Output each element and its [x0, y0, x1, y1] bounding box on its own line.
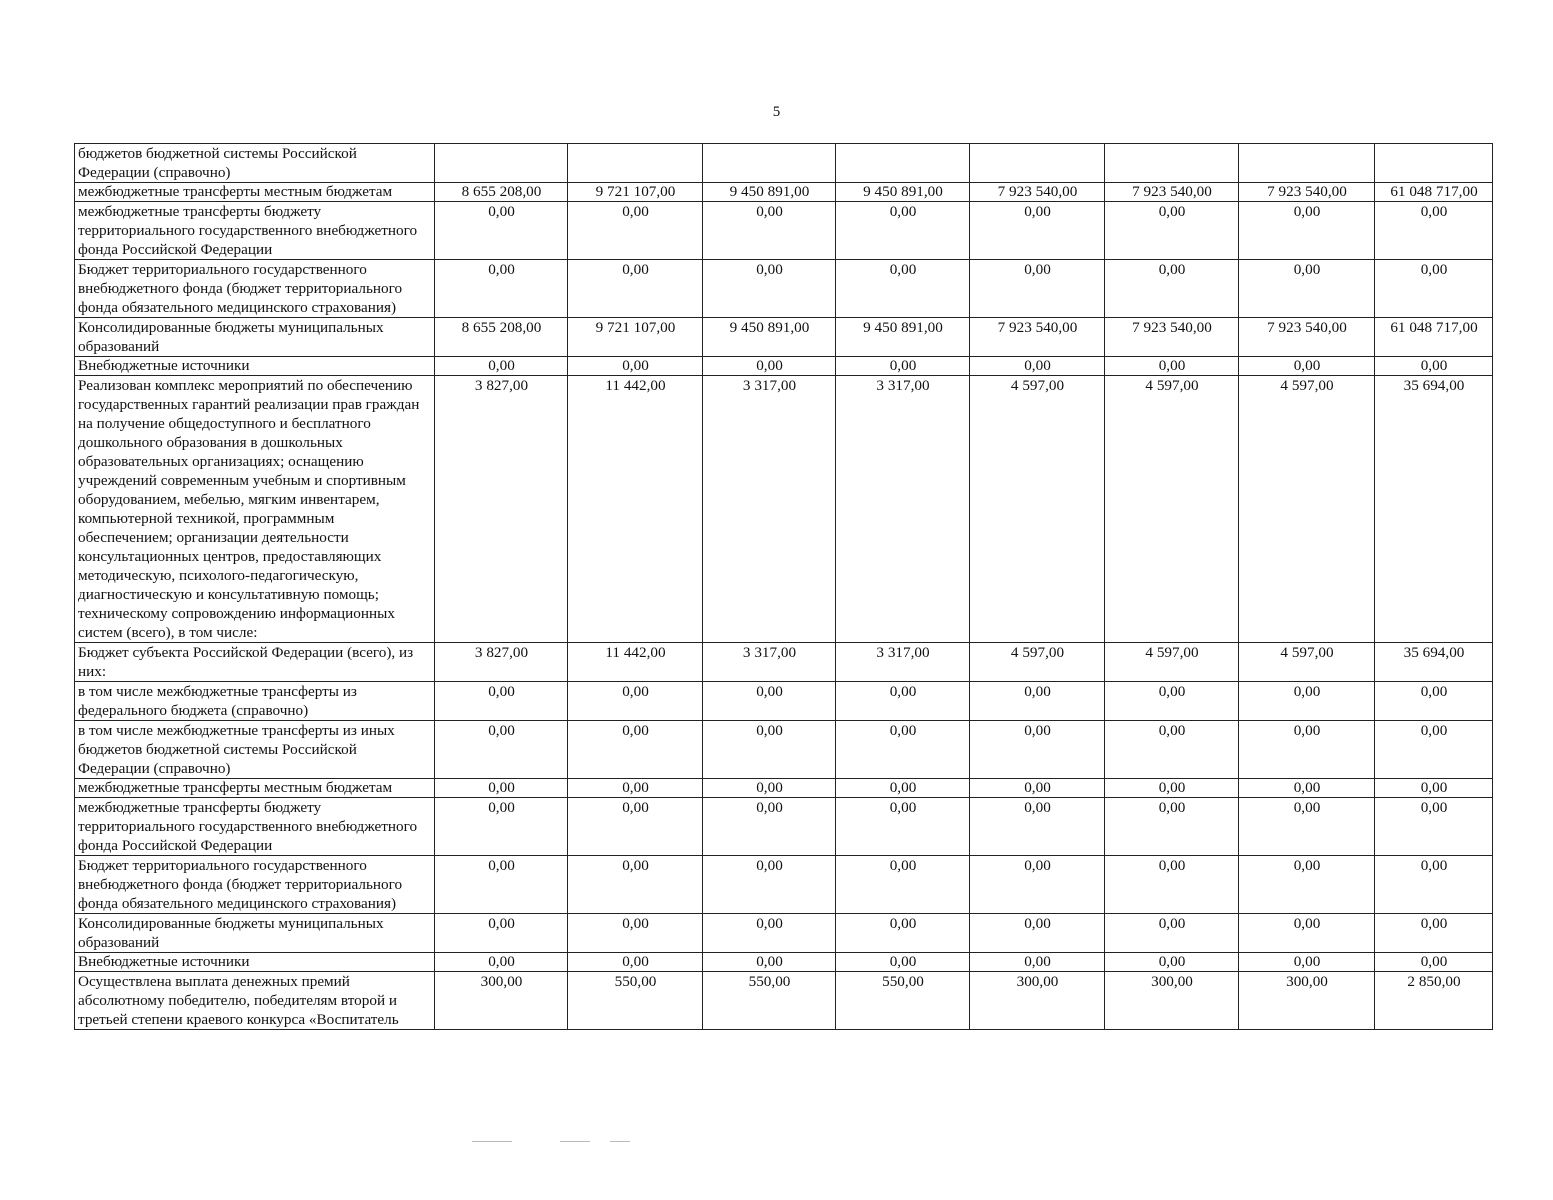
value-cell: 9 450 891,00 [703, 183, 836, 202]
table-row [75, 953, 1493, 972]
row-label: Бюджет территориального государственного внебюджетного фонда (бюджет территориального фонда обязательного медицинского страхования) [75, 260, 435, 318]
total-cell: 0,00 [1375, 721, 1493, 779]
value-cell: 9 721 107,00 [568, 318, 703, 357]
value-cell: 0,00 [970, 856, 1105, 914]
value-cell: 11 442,00 [568, 376, 703, 643]
total-cell [1375, 144, 1493, 183]
value-cell [836, 144, 970, 183]
table-row [75, 914, 1493, 953]
value-cell: 0,00 [568, 798, 703, 856]
value-cell: 0,00 [568, 357, 703, 376]
row-label: бюджетов бюджетной системы Российской Федерации (справочно) [75, 144, 435, 183]
total-cell: 61 048 717,00 [1375, 183, 1493, 202]
value-cell: 0,00 [1239, 856, 1375, 914]
value-cell: 9 721 107,00 [568, 183, 703, 202]
table-row [75, 144, 1493, 183]
scan-artifact [560, 1141, 590, 1142]
value-cell: 0,00 [703, 721, 836, 779]
total-cell: 0,00 [1375, 779, 1493, 798]
budget-table [74, 143, 1493, 1030]
value-cell: 9 450 891,00 [836, 183, 970, 202]
table-row [75, 972, 1493, 1030]
value-cell: 0,00 [1105, 914, 1239, 953]
table-body [75, 144, 1493, 1030]
table-row [75, 682, 1493, 721]
value-cell: 0,00 [836, 779, 970, 798]
total-cell: 61 048 717,00 [1375, 318, 1493, 357]
value-cell: 0,00 [836, 682, 970, 721]
total-cell: 0,00 [1375, 202, 1493, 260]
row-label: Реализован комплекс мероприятий по обеспечению государственных гарантий реализации прав граждан на получение общедоступного и бесплатного дошкольного образования в дошкольных образовательных организациях; оснащению учреждений современным учебным и спортивным оборудованием, мебелью, мягким инвентарем, компьютерной техникой, программным обеспечением; организации деятельности консультационных центров, предоставляющих методическую, психолого-педагогическую, диагностическую и консультативную помощь; техническому сопровождению информационных систем (всего), в том числе: [75, 376, 435, 643]
table-row [75, 721, 1493, 779]
value-cell: 0,00 [836, 260, 970, 318]
value-cell: 0,00 [836, 357, 970, 376]
value-cell: 0,00 [970, 914, 1105, 953]
table-row [75, 643, 1493, 682]
table-row [75, 183, 1493, 202]
value-cell: 0,00 [1105, 798, 1239, 856]
value-cell: 0,00 [435, 953, 568, 972]
total-cell: 0,00 [1375, 798, 1493, 856]
value-cell: 0,00 [1105, 779, 1239, 798]
value-cell: 0,00 [435, 260, 568, 318]
row-label: в том числе межбюджетные трансферты из федерального бюджета (справочно) [75, 682, 435, 721]
value-cell: 0,00 [568, 260, 703, 318]
row-label: межбюджетные трансферты местным бюджетам [75, 183, 435, 202]
value-cell: 0,00 [1239, 779, 1375, 798]
value-cell [1239, 144, 1375, 183]
row-label: Бюджет территориального государственного внебюджетного фонда (бюджет территориального фонда обязательного медицинского страхования) [75, 856, 435, 914]
table-row [75, 357, 1493, 376]
value-cell: 0,00 [568, 779, 703, 798]
value-cell: 0,00 [703, 357, 836, 376]
value-cell: 0,00 [836, 914, 970, 953]
table-row [75, 856, 1493, 914]
value-cell: 0,00 [1239, 721, 1375, 779]
value-cell: 0,00 [703, 202, 836, 260]
value-cell: 0,00 [970, 682, 1105, 721]
value-cell: 0,00 [568, 953, 703, 972]
table-row [75, 318, 1493, 357]
value-cell: 7 923 540,00 [1105, 183, 1239, 202]
value-cell: 550,00 [568, 972, 703, 1030]
value-cell: 4 597,00 [1105, 376, 1239, 643]
value-cell: 0,00 [1239, 357, 1375, 376]
value-cell: 0,00 [1105, 682, 1239, 721]
value-cell [1105, 144, 1239, 183]
value-cell: 7 923 540,00 [970, 183, 1105, 202]
value-cell: 0,00 [836, 798, 970, 856]
value-cell: 3 827,00 [435, 643, 568, 682]
value-cell: 4 597,00 [970, 376, 1105, 643]
total-cell: 0,00 [1375, 953, 1493, 972]
row-label: межбюджетные трансферты бюджету территориального государственного внебюджетного фонда Российской Федерации [75, 798, 435, 856]
total-cell: 35 694,00 [1375, 643, 1493, 682]
scan-artifact [472, 1141, 512, 1142]
value-cell: 0,00 [836, 856, 970, 914]
value-cell: 3 317,00 [703, 376, 836, 643]
total-cell: 0,00 [1375, 357, 1493, 376]
scan-artifact [610, 1141, 630, 1142]
value-cell: 0,00 [970, 721, 1105, 779]
value-cell: 0,00 [435, 856, 568, 914]
value-cell: 0,00 [703, 914, 836, 953]
value-cell: 0,00 [1239, 260, 1375, 318]
value-cell: 3 317,00 [703, 643, 836, 682]
total-cell: 0,00 [1375, 260, 1493, 318]
value-cell: 0,00 [970, 357, 1105, 376]
value-cell: 0,00 [970, 202, 1105, 260]
value-cell: 0,00 [435, 357, 568, 376]
row-label: межбюджетные трансферты бюджету территориального государственного внебюджетного фонда Российской Федерации [75, 202, 435, 260]
value-cell: 0,00 [435, 202, 568, 260]
total-cell: 2 850,00 [1375, 972, 1493, 1030]
total-cell: 35 694,00 [1375, 376, 1493, 643]
value-cell: 0,00 [703, 798, 836, 856]
value-cell: 7 923 540,00 [1239, 183, 1375, 202]
value-cell: 0,00 [703, 953, 836, 972]
value-cell: 0,00 [1239, 914, 1375, 953]
value-cell: 0,00 [1105, 202, 1239, 260]
total-cell: 0,00 [1375, 682, 1493, 721]
value-cell: 0,00 [568, 914, 703, 953]
value-cell: 7 923 540,00 [1105, 318, 1239, 357]
value-cell [970, 144, 1105, 183]
total-cell: 0,00 [1375, 914, 1493, 953]
value-cell: 0,00 [970, 260, 1105, 318]
value-cell: 0,00 [1239, 682, 1375, 721]
row-label: Внебюджетные источники [75, 357, 435, 376]
value-cell: 550,00 [836, 972, 970, 1030]
value-cell: 0,00 [970, 953, 1105, 972]
value-cell: 300,00 [970, 972, 1105, 1030]
value-cell: 0,00 [568, 856, 703, 914]
value-cell [703, 144, 836, 183]
value-cell: 300,00 [1239, 972, 1375, 1030]
value-cell: 9 450 891,00 [836, 318, 970, 357]
value-cell: 3 317,00 [836, 376, 970, 643]
value-cell: 0,00 [435, 914, 568, 953]
value-cell: 3 827,00 [435, 376, 568, 643]
value-cell: 7 923 540,00 [970, 318, 1105, 357]
value-cell: 11 442,00 [568, 643, 703, 682]
row-label: Консолидированные бюджеты муниципальных образований [75, 914, 435, 953]
value-cell: 0,00 [435, 721, 568, 779]
value-cell: 0,00 [1105, 721, 1239, 779]
value-cell: 0,00 [703, 779, 836, 798]
value-cell: 0,00 [1239, 953, 1375, 972]
value-cell: 0,00 [970, 798, 1105, 856]
value-cell: 300,00 [1105, 972, 1239, 1030]
value-cell [568, 144, 703, 183]
row-label: Бюджет субъекта Российской Федерации (всего), из них: [75, 643, 435, 682]
value-cell: 0,00 [435, 682, 568, 721]
table-row [75, 202, 1493, 260]
value-cell: 0,00 [1105, 953, 1239, 972]
value-cell: 0,00 [1105, 357, 1239, 376]
row-label: в том числе межбюджетные трансферты из иных бюджетов бюджетной системы Российской Федерации (справочно) [75, 721, 435, 779]
total-cell: 0,00 [1375, 856, 1493, 914]
value-cell: 4 597,00 [1239, 376, 1375, 643]
value-cell: 0,00 [970, 779, 1105, 798]
table-row [75, 260, 1493, 318]
value-cell: 4 597,00 [1239, 643, 1375, 682]
value-cell: 0,00 [703, 260, 836, 318]
value-cell: 0,00 [568, 202, 703, 260]
value-cell: 4 597,00 [1105, 643, 1239, 682]
value-cell: 0,00 [568, 682, 703, 721]
value-cell: 0,00 [568, 721, 703, 779]
table-row [75, 779, 1493, 798]
page-number: 5 [772, 104, 781, 120]
value-cell: 0,00 [435, 798, 568, 856]
value-cell: 8 655 208,00 [435, 318, 568, 357]
value-cell [435, 144, 568, 183]
value-cell: 0,00 [836, 721, 970, 779]
value-cell: 0,00 [836, 953, 970, 972]
value-cell: 0,00 [703, 682, 836, 721]
value-cell: 4 597,00 [970, 643, 1105, 682]
value-cell: 0,00 [1105, 856, 1239, 914]
row-label: Внебюджетные источники [75, 953, 435, 972]
table-row [75, 376, 1493, 643]
value-cell: 550,00 [703, 972, 836, 1030]
value-cell: 0,00 [836, 202, 970, 260]
value-cell: 7 923 540,00 [1239, 318, 1375, 357]
value-cell: 9 450 891,00 [703, 318, 836, 357]
row-label: Консолидированные бюджеты муниципальных образований [75, 318, 435, 357]
value-cell: 0,00 [1239, 798, 1375, 856]
row-label: Осуществлена выплата денежных премий абсолютному победителю, победителям второй и третьей степени краевого конкурса «Воспитатель [75, 972, 435, 1030]
value-cell: 0,00 [1105, 260, 1239, 318]
row-label: межбюджетные трансферты местным бюджетам [75, 779, 435, 798]
value-cell: 300,00 [435, 972, 568, 1030]
table-row [75, 798, 1493, 856]
value-cell: 8 655 208,00 [435, 183, 568, 202]
value-cell: 0,00 [1239, 202, 1375, 260]
value-cell: 3 317,00 [836, 643, 970, 682]
value-cell: 0,00 [435, 779, 568, 798]
value-cell: 0,00 [703, 856, 836, 914]
